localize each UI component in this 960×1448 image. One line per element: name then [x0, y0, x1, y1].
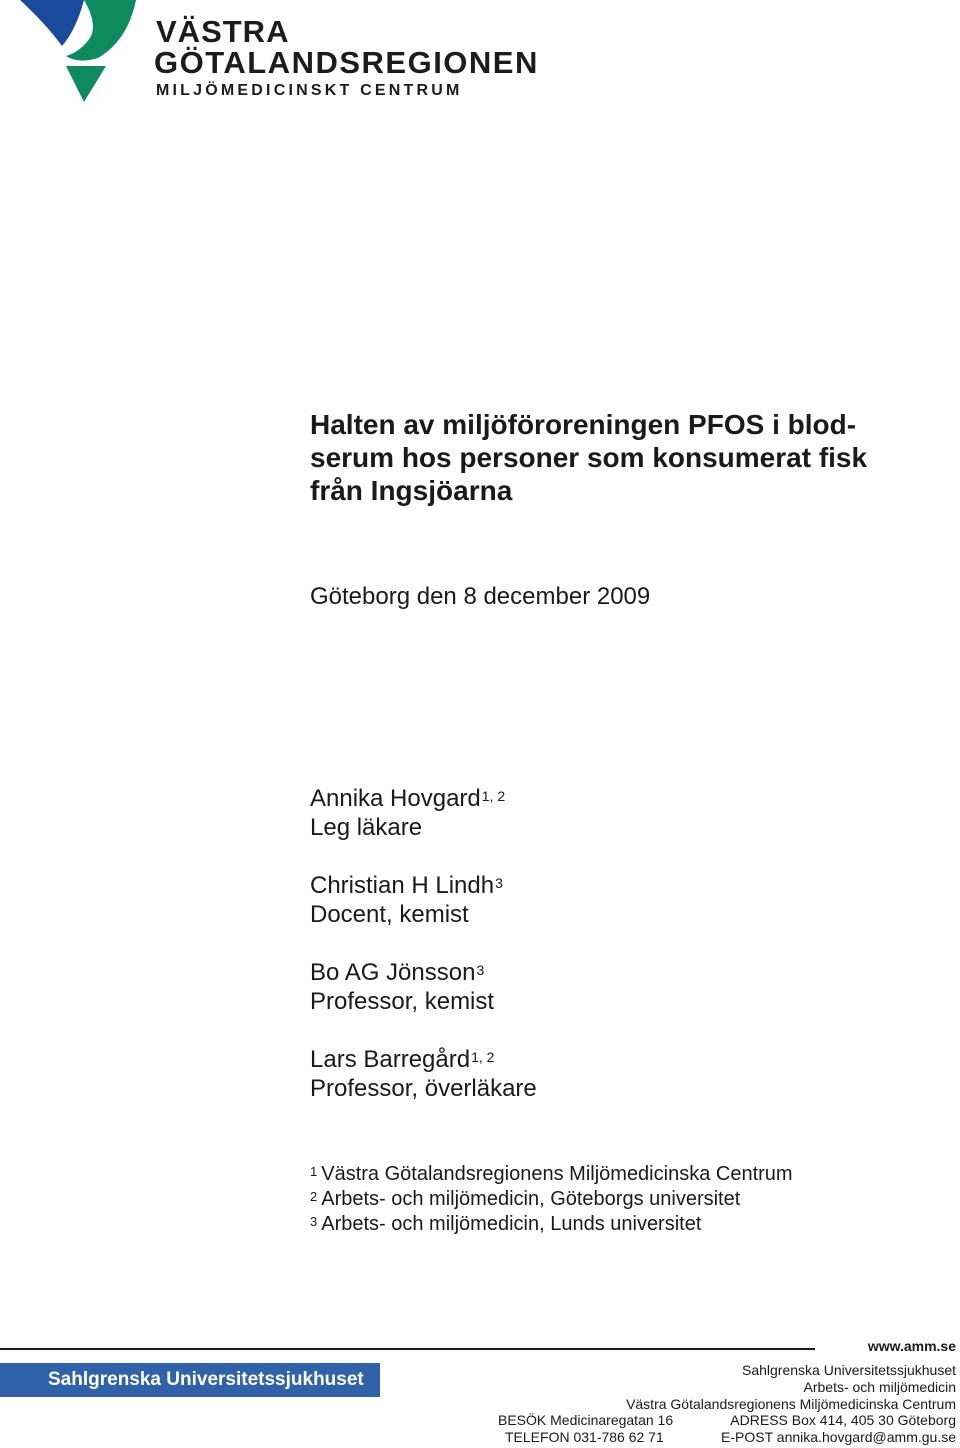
logo-text-vastra: VÄSTRA — [156, 14, 290, 49]
sahlgrenska-logo-bar — [0, 1363, 380, 1397]
affiliation-text: Arbets- och miljömedicin, Göteborgs universitet — [321, 1188, 741, 1210]
footer-website-link[interactable]: www.amm.se — [867, 1338, 956, 1354]
affiliation-text: Västra Götalandsregionens Miljömedicinska Centrum — [321, 1163, 793, 1185]
author-affiliation-ref: 3 — [495, 875, 503, 891]
author-list — [310, 784, 537, 1132]
author-entry — [310, 1045, 537, 1103]
vgr-emblem-icon — [18, 0, 148, 105]
footer-center-name: Västra Götalandsregionens Miljömedicinska Centrum — [626, 1396, 956, 1412]
author-entry — [310, 784, 537, 842]
logo-text-center: MILJÖMEDICINSKT CENTRUM — [156, 82, 463, 99]
footer-postal-address: ADRESS Box 414, 405 30 Göteborg — [730, 1412, 956, 1428]
author-name: Bo AG Jönsson — [310, 959, 476, 986]
author-entry — [310, 958, 537, 1016]
affiliation-number: 1 — [310, 1164, 318, 1179]
logo-text-gotalandsregionen: GÖTALANDSREGIONEN — [154, 45, 539, 80]
report-date: Göteborg den 8 december 2009 — [310, 583, 651, 610]
footer-visit-address: BESÖK Medicinaregatan 16 — [498, 1412, 674, 1428]
author-affiliation-ref: 1, 2 — [471, 1049, 495, 1065]
author-name: Lars Barregård — [310, 1046, 471, 1073]
affiliation-item — [310, 1162, 793, 1187]
author-entry — [310, 871, 537, 929]
affiliation-item — [310, 1187, 793, 1212]
report-title-line: Halten av miljöföroreningen PFOS i blod- — [310, 409, 857, 440]
report-title — [310, 408, 930, 507]
footer-email-link[interactable]: E-POST annika.hovgard@amm.gu.se — [721, 1429, 956, 1445]
author-role: Docent, kemist — [310, 901, 469, 928]
affiliation-text: Arbets- och miljömedicin, Lunds universitet — [321, 1213, 702, 1235]
author-name: Annika Hovgard — [310, 785, 481, 812]
report-title-line: från Ingsjöarna — [310, 475, 513, 506]
author-name: Christian H Lindh — [310, 872, 495, 899]
affiliation-number: 2 — [310, 1189, 318, 1204]
footer-org-name: Sahlgrenska Universitetssjukhuset — [742, 1362, 956, 1378]
author-role: Professor, överläkare — [310, 1075, 537, 1102]
vgr-logo — [18, 0, 538, 110]
affiliation-number: 3 — [310, 1214, 318, 1229]
author-role: Leg läkare — [310, 814, 423, 841]
affiliation-list — [310, 1162, 793, 1237]
author-affiliation-ref: 1, 2 — [481, 788, 506, 804]
affiliation-item — [310, 1212, 793, 1237]
report-title-line: serum hos personer som konsumerat fisk — [310, 442, 868, 473]
sahlgrenska-logo-text: Sahlgrenska Universitetssjukhuset — [48, 1369, 364, 1390]
author-affiliation-ref: 3 — [476, 962, 485, 978]
footer-divider — [0, 1348, 815, 1350]
author-role: Professor, kemist — [310, 988, 495, 1015]
footer-department: Arbets- och miljömedicin — [803, 1379, 956, 1395]
footer-phone: TELEFON 031-786 62 71 — [505, 1429, 664, 1445]
